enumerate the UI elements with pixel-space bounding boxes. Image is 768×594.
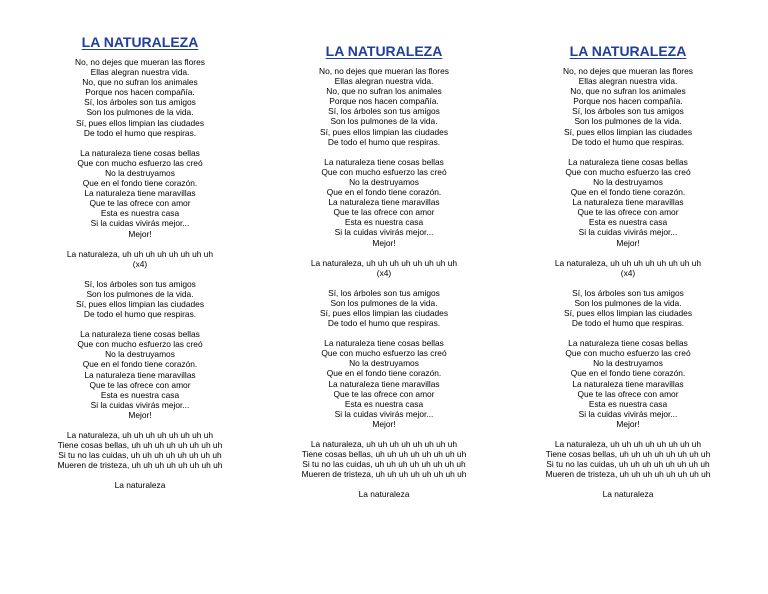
stanza (264, 288, 504, 328)
lyric-line: No, no dejes que mueran las flores (75, 57, 205, 67)
lyric-line: Si la cuidas vivirás mejor... (334, 227, 434, 238)
lyric-line: La naturaleza tiene maravillas (572, 197, 684, 208)
lyric-line: No la destruyamos (349, 358, 419, 369)
stanza (264, 66, 504, 147)
stanza (20, 279, 260, 319)
lyric-line: (x4) (132, 258, 148, 269)
lyric-line: La naturaleza tiene cosas bellas (568, 156, 688, 167)
lyric-line: Sí, pues ellos limpian las ciudades (75, 298, 205, 309)
lyric-line: Que te las ofrece con amor (89, 379, 191, 390)
lyric-line: Si la cuidas vivirás mejor... (90, 218, 190, 229)
lyric-line: Tiene cosas bellas, uh uh uh uh uh uh uh uh (57, 440, 223, 451)
lyric-line: Mejor! (372, 418, 396, 429)
lyric-line: Si tu no las cuidas, uh uh uh uh uh uh uh uh (546, 459, 710, 470)
lyric-line: De todo el humo que respiras. (327, 136, 441, 147)
lyric-line: Sí, pues ellos limpian las ciudades (75, 117, 205, 128)
lyric-line: (x4) (376, 267, 392, 278)
lyric-line: Son los pulmones de la vida. (330, 116, 438, 127)
lyrics-body (264, 66, 504, 499)
stanza (508, 66, 748, 147)
lyric-line: Sí, pues ellos limpian las ciudades (319, 307, 449, 318)
lyric-line: Que en el fondo tiene corazón. (326, 368, 442, 379)
lyric-line: La naturaleza tiene cosas bellas (324, 156, 444, 167)
lyric-line: Porque nos hacen compañía. (573, 96, 683, 107)
lyric-line: Mueren de tristeza, uh uh uh uh uh uh uh uh (57, 460, 223, 471)
lyric-line: Que en el fondo tiene corazón. (570, 187, 686, 198)
stanza (508, 288, 748, 328)
lyric-line: La naturaleza, uh uh uh uh uh uh uh uh (66, 248, 214, 259)
lyric-line: Que con mucho esfuerzo las creó (321, 348, 447, 359)
stanza (264, 258, 504, 278)
lyric-line: La naturaleza tiene maravillas (572, 378, 684, 389)
lyric-line: Mejor! (616, 418, 640, 429)
lyric-line: No la destruyamos (349, 176, 419, 187)
lyric-line: Mejor! (128, 409, 152, 420)
lyrics-body (508, 66, 748, 499)
lyrics-body (20, 57, 260, 490)
stanza (264, 439, 504, 479)
lyric-line: La naturaleza, uh uh uh uh uh uh uh uh (310, 257, 458, 268)
stanza (264, 489, 504, 499)
lyric-line: Si tu no las cuidas, uh uh uh uh uh uh uh uh (302, 459, 466, 470)
stanza (508, 258, 748, 278)
lyric-line: La naturaleza (114, 480, 166, 491)
lyric-line: No la destruyamos (593, 358, 663, 369)
stanza (264, 338, 504, 429)
lyric-line: Porque nos hacen compañía. (85, 87, 195, 98)
stanza (20, 148, 260, 239)
lyric-line: Sí, los árboles son tus amigos (328, 287, 440, 298)
lyric-line: De todo el humo que respiras. (83, 127, 197, 138)
stanza (264, 157, 504, 248)
lyric-line: De todo el humo que respiras. (571, 318, 685, 329)
song-title: LA NATURALEZA (325, 43, 443, 59)
lyric-line: Que en el fondo tiene corazón. (326, 187, 442, 198)
stanza (20, 480, 260, 490)
stanza (20, 430, 260, 470)
lyric-line: Que en el fondo tiene corazón. (82, 359, 198, 370)
song-title: LA NATURALEZA (569, 43, 687, 59)
lyric-line: No, no dejes que mueran las flores (563, 66, 693, 76)
lyric-line: Si tu no las cuidas, uh uh uh uh uh uh uh uh (58, 450, 222, 461)
lyric-line: Que con mucho esfuerzo las creó (77, 157, 203, 168)
lyric-line: Sí, los árboles son tus amigos (84, 278, 196, 289)
lyric-line: Son los pulmones de la vida. (86, 107, 194, 118)
lyric-line: Que con mucho esfuerzo las creó (565, 348, 691, 359)
lyric-line: La naturaleza (602, 489, 654, 500)
stanza (20, 329, 260, 420)
lyric-line: Son los pulmones de la vida. (330, 297, 438, 308)
lyric-line: Mejor! (616, 237, 640, 248)
lyric-line: Tiene cosas bellas, uh uh uh uh uh uh uh uh (301, 449, 467, 460)
lyric-line: Si la cuidas vivirás mejor... (578, 408, 678, 419)
lyric-line: Tiene cosas bellas, uh uh uh uh uh uh uh uh (545, 449, 711, 460)
lyric-line: Esta es nuestra casa (344, 217, 424, 228)
lyric-line: Ellas alegran nuestra vida. (334, 76, 434, 87)
lyric-line: Son los pulmones de la vida. (574, 116, 682, 127)
lyric-line: Si la cuidas vivirás mejor... (578, 227, 678, 238)
lyric-line: La naturaleza, uh uh uh uh uh uh uh uh (310, 439, 458, 449)
lyric-line: La naturaleza, uh uh uh uh uh uh uh uh (66, 430, 214, 440)
lyrics-column-2 (264, 43, 504, 509)
lyric-line: Si la cuidas vivirás mejor... (90, 399, 190, 410)
lyric-line: La naturaleza tiene cosas bellas (80, 147, 200, 158)
song-title: LA NATURALEZA (81, 34, 199, 50)
lyrics-column-3 (508, 43, 748, 509)
lyric-line: Que te las ofrece con amor (577, 388, 679, 399)
lyric-line: De todo el humo que respiras. (571, 136, 685, 147)
lyric-line: No, no dejes que mueran las flores (319, 66, 449, 76)
lyric-line: Ellas alegran nuestra vida. (90, 67, 190, 78)
lyric-line: Sí, los árboles son tus amigos (84, 97, 196, 108)
lyric-line: Que con mucho esfuerzo las creó (565, 166, 691, 177)
lyric-line: La naturaleza, uh uh uh uh uh uh uh uh (554, 439, 702, 449)
stanza (508, 489, 748, 499)
lyric-line: Que con mucho esfuerzo las creó (77, 339, 203, 350)
lyric-line: No la destruyamos (593, 176, 663, 187)
lyric-line: La naturaleza tiene cosas bellas (324, 338, 444, 349)
lyric-line: Esta es nuestra casa (344, 398, 424, 409)
lyric-line: Mueren de tristeza, uh uh uh uh uh uh uh uh (545, 469, 711, 480)
lyric-line: No, que no sufran los animales (82, 77, 198, 88)
lyric-line: No la destruyamos (105, 167, 175, 178)
lyric-line: De todo el humo que respiras. (327, 318, 441, 329)
lyric-line: Sí, los árboles son tus amigos (572, 106, 684, 117)
lyric-line: La naturaleza tiene maravillas (84, 369, 196, 380)
lyric-line: Mueren de tristeza, uh uh uh uh uh uh uh uh (301, 469, 467, 480)
stanza (508, 338, 748, 429)
lyric-line: Son los pulmones de la vida. (574, 297, 682, 308)
lyric-line: La naturaleza tiene maravillas (328, 197, 440, 208)
lyric-line: Sí, pues ellos limpian las ciudades (563, 307, 693, 318)
lyric-line: Esta es nuestra casa (100, 389, 180, 400)
lyric-line: Sí, pues ellos limpian las ciudades (319, 126, 449, 137)
lyric-line: Porque nos hacen compañía. (329, 96, 439, 107)
lyric-line: No, que no sufran los animales (570, 86, 686, 97)
lyric-line: Que con mucho esfuerzo las creó (321, 166, 447, 177)
lyric-line: Esta es nuestra casa (588, 398, 668, 409)
stanza (20, 249, 260, 269)
lyric-line: Que en el fondo tiene corazón. (82, 178, 198, 189)
lyric-line: (x4) (620, 267, 636, 278)
lyric-line: No la destruyamos (105, 349, 175, 360)
lyric-line: Que te las ofrece con amor (89, 198, 191, 209)
lyric-line: Que en el fondo tiene corazón. (570, 368, 686, 379)
lyric-line: Esta es nuestra casa (588, 217, 668, 228)
lyric-line: Son los pulmones de la vida. (86, 288, 194, 299)
lyric-line: La naturaleza tiene maravillas (328, 378, 440, 389)
lyric-line: Ellas alegran nuestra vida. (578, 76, 678, 87)
lyric-line: Que te las ofrece con amor (333, 388, 435, 399)
lyric-line: Sí, pues ellos limpian las ciudades (563, 126, 693, 137)
lyric-line: De todo el humo que respiras. (83, 309, 197, 320)
lyric-line: Si la cuidas vivirás mejor... (334, 408, 434, 419)
lyric-line: La naturaleza (358, 489, 410, 500)
lyric-line: La naturaleza tiene cosas bellas (80, 329, 200, 340)
lyric-line: No, que no sufran los animales (326, 86, 442, 97)
lyric-line: Sí, los árboles son tus amigos (572, 287, 684, 298)
lyrics-column-1 (20, 34, 260, 500)
lyric-line: Que te las ofrece con amor (333, 207, 435, 218)
lyric-line: Mejor! (128, 228, 152, 239)
lyric-line: Mejor! (372, 237, 396, 248)
stanza (508, 439, 748, 479)
lyric-line: La naturaleza, uh uh uh uh uh uh uh uh (554, 257, 702, 268)
lyric-line: Esta es nuestra casa (100, 208, 180, 219)
lyric-line: Que te las ofrece con amor (577, 207, 679, 218)
lyric-line: La naturaleza tiene maravillas (84, 188, 196, 199)
stanza (20, 57, 260, 138)
lyric-line: Sí, los árboles son tus amigos (328, 106, 440, 117)
lyric-line: La naturaleza tiene cosas bellas (568, 338, 688, 349)
stanza (508, 157, 748, 248)
